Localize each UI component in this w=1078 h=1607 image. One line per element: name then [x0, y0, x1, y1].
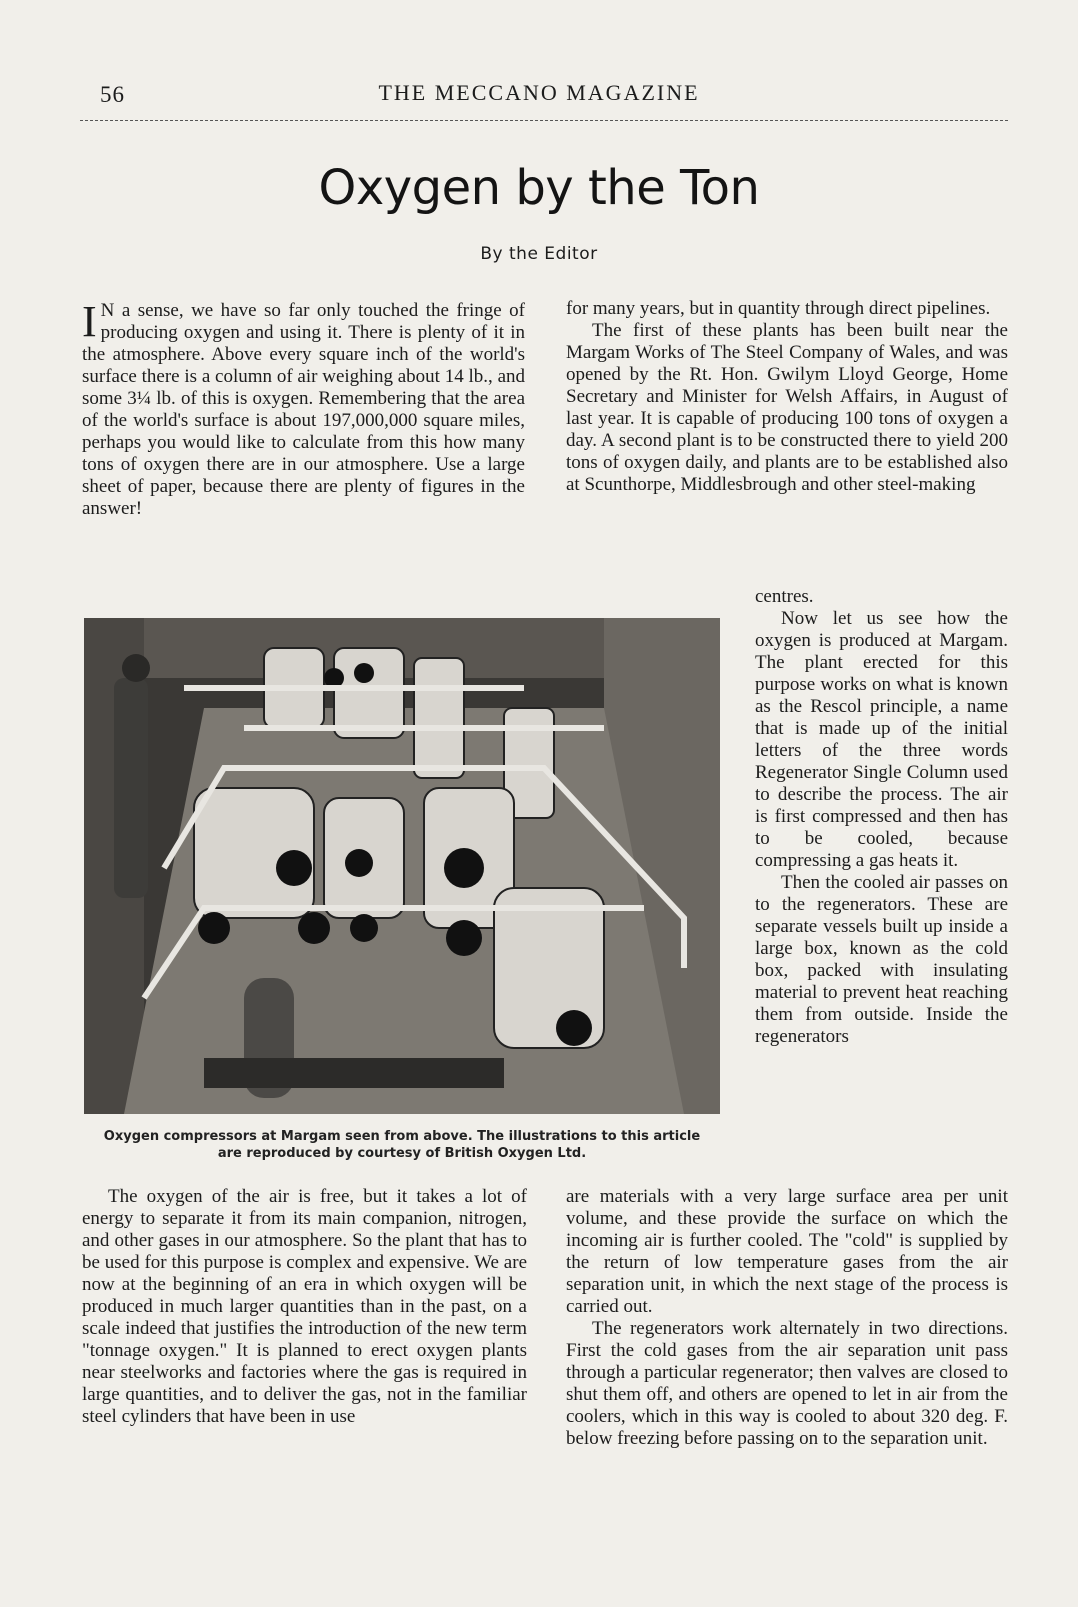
caption-line-1: Oxygen compressors at Margam seen from above. The illustrations to this article	[103, 1129, 701, 1144]
page-number: 56	[100, 82, 125, 107]
article-title: Oxygen by the Ton	[318, 160, 760, 216]
column-left-bottom	[82, 1186, 527, 1428]
intro-text: N a sense, we have so far only touched the fringe of producing oxygen and using it. There is plenty of it in the atmosphere. Above every square inch of the world's surface there is a column of air weighing about 14 lb., and some 3¼ lb. of this is oxygen. Remembering that the area of the world's surface is about 197,000,000 square miles, perhaps you would like to calculate from this how many tons of oxygen there are in our atmosphere. Use a large sheet of paper, because there are plenty of figures in the answer!	[82, 300, 525, 519]
column-right-narrow	[755, 586, 1008, 1048]
caption-line-2: are reproduced by courtesy of British Oxygen Ltd.	[217, 1146, 587, 1161]
paragraph-rescol: Now let us see how the oxygen is produced at Margam. The plant erected for this purpose works on what is known as the Rescol principle, a name that is made up of the initial letters of the three words Regenerator Single Column used to describe the process. The air is first compressed and then has to be cooled, because compressing a gas heats it.	[755, 608, 1008, 871]
photo-oxygen-compressors	[84, 618, 720, 1114]
paragraph-regenerators: Then the cooled air passes on to the regenerators. These are separate vessels built up inside a large box, known as the cold box, packed with insulating material to prevent heat reaching them from outside. Inside the regenerators	[755, 872, 1008, 1047]
photo-illustration	[84, 618, 720, 1114]
paragraph-margam-plant: The first of these plants has been built near the Margam Works of The Steel Company of Wales, and was opened by the Rt. Hon. Gwilym Lloyd George, Home Secretary and Minister for Welsh Affairs, in August of last year. It is capable of producing 100 tons of oxygen a day. A second plant is to be constructed there to yield 200 tons of oxygen daily, and plants are to be established also at Scunthorpe, Middlesbrough and other steel-making	[566, 320, 1008, 495]
paragraph-surface-area: are materials with a very large surface area per unit volume, and these provide the surface on which the incoming air is further cooled. The "cold" is supplied by the return of low temperature gases from the air separation unit, in which the next stage of the process is carried out.	[566, 1186, 1008, 1317]
header-rule	[80, 120, 1008, 121]
drop-cap: I	[82, 297, 97, 346]
column-right-bottom	[566, 1186, 1008, 1450]
column-right-top	[566, 298, 1008, 496]
paragraph-pipelines: for many years, but in quantity through direct pipelines.	[566, 298, 991, 319]
paragraph-alternate: The regenerators work alternately in two directions. First the cold gases from the air separation unit pass through a particular regenerator; then valves are closed to shut them off, and others are opened to let in air from the coolers, which in this way is cooled to about 320 deg. F. below freezing before passing on to the separation unit.	[566, 1318, 1008, 1449]
paragraph-centres: centres.	[755, 586, 814, 607]
column-left-top	[82, 297, 525, 520]
paragraph-energy: The oxygen of the air is free, but it takes a lot of energy to separate it from its main companion, nitrogen, and other gases in our atmosphere. So the plant that has to be used for this purpose is complex and expensive. We are now at the beginning of an era in which oxygen will be produced in much larger quantities than in the past, on a scale indeed that justifies the introduction of the new term "tonnage oxygen." It is planned to erect oxygen plants near steelworks and factories where the gas is required in large quantities, and to deliver the gas, not in the familiar steel cylinders that have been in use	[82, 1186, 527, 1427]
intro-paragraph	[82, 297, 525, 520]
photo-caption	[78, 1128, 726, 1162]
article-byline: By the Editor	[480, 244, 598, 264]
running-head: THE MECCANO MAGAZINE	[378, 80, 700, 105]
